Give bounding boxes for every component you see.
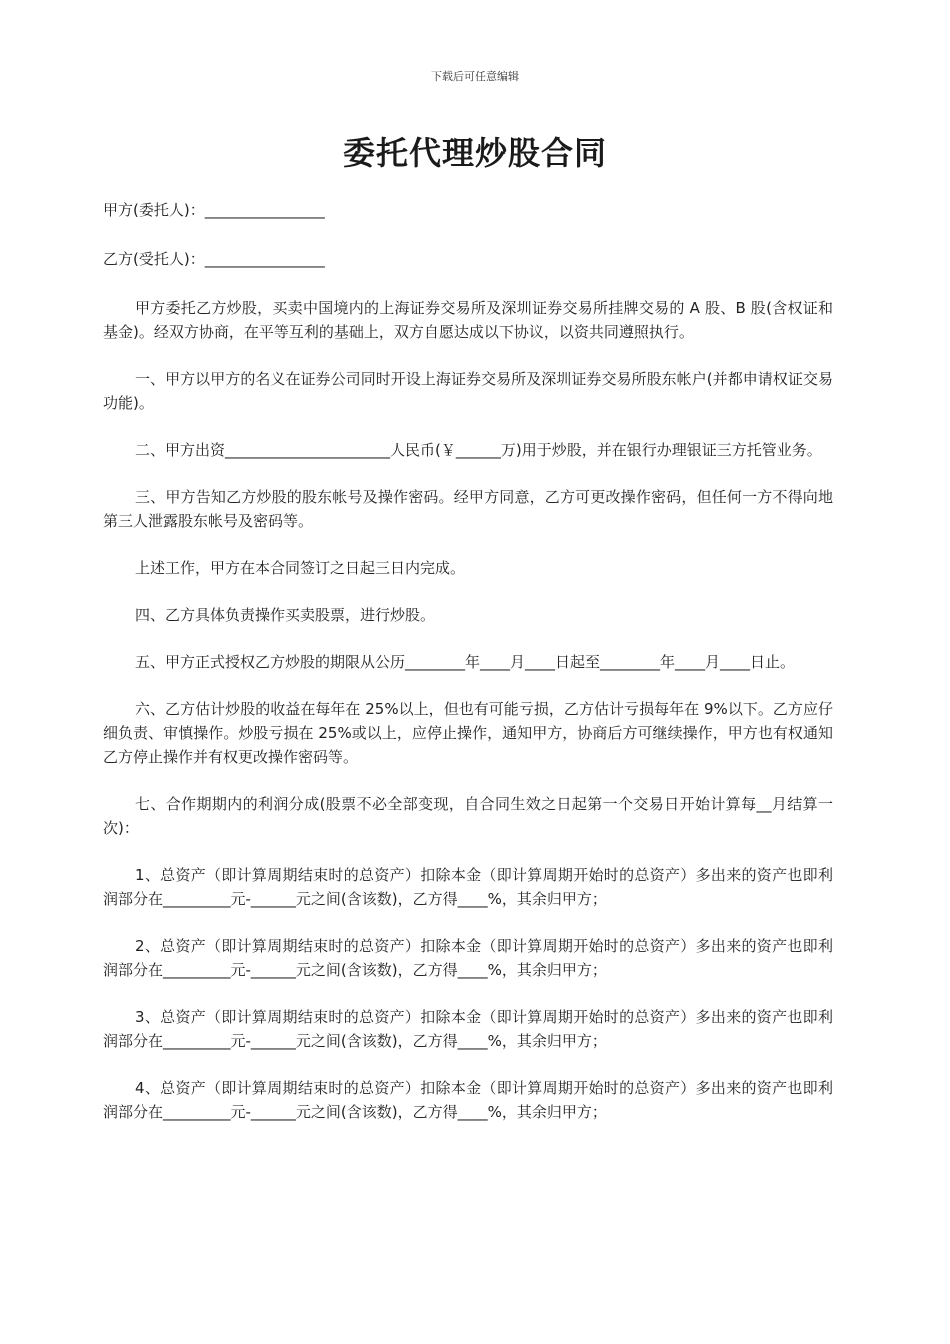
clause-6: 六、乙方估计炒股的收益在每年在 25%以上，但也有可能亏损，乙方估计亏损每年在 9%以下。乙方应仔细负责、审慎操作。炒股亏损在 25%或以上，应停止操作，通知甲方，协商后方可继续操作，甲方也有权通知乙方停止操作并有权更改操作密码等。 — [103, 700, 833, 766]
clause-2: 二、甲方出资______________________人民币(￥______万)用于炒股，并在银行办理银证三方托管业务。 — [135, 441, 822, 459]
clause-1: 一、甲方以甲方的名义在证券公司同时开设上海证券交易所及深圳证券交易所股东帐户(并都申请权证交易功能)。 — [103, 370, 833, 412]
clause-4: 四、乙方具体负责操作买卖股票，进行炒股。 — [135, 606, 436, 624]
party-b-line: 乙方(受托人)：________________ — [103, 250, 325, 268]
profit-tier-3: 3、总资产（即计算周期结束时的总资产）扣除本金（即计算周期开始时的总资产）多出来的资产也即利润部分在_________元-______元之间(含该数)，乙方得____%，其余归甲方； — [103, 1008, 833, 1050]
document-title: 委托代理炒股合同 — [342, 134, 607, 172]
header-note: 下载后可任意编辑 — [431, 70, 519, 83]
party-a-line: 甲方(委托人)：________________ — [103, 201, 325, 219]
clause-5: 五、甲方正式授权乙方炒股的期限从公历________年____月____日起至________年____月____日止。 — [135, 653, 796, 671]
clause-7: 七、合作期期内的利润分成(股票不必全部变现，自合同生效之日起第一个交易日开始计算每__月结算一次)： — [103, 795, 833, 837]
clause-3: 三、甲方告知乙方炒股的股东帐号及操作密码。经甲方同意，乙方可更改操作密码，但任何一方不得向地第三人泄露股东帐号及密码等。 — [103, 488, 833, 530]
profit-tier-2: 2、总资产（即计算周期结束时的总资产）扣除本金（即计算周期开始时的总资产）多出来的资产也即利润部分在_________元-______元之间(含该数)，乙方得____%，其余归甲方； — [103, 937, 833, 979]
intro-paragraph: 甲方委托乙方炒股，买卖中国境内的上海证券交易所及深圳证券交易所挂牌交易的 A 股、B 股(含权证和基金)。经双方协商，在平等互利的基础上，双方自愿达成以下协议，以资共同遵照执行。 — [103, 299, 833, 341]
profit-tier-4: 4、总资产（即计算周期结束时的总资产）扣除本金（即计算周期开始时的总资产）多出来的资产也即利润部分在_________元-______元之间(含该数)，乙方得____%，其余归甲方； — [103, 1079, 833, 1121]
clause-3-note: 上述工作，甲方在本合同签订之日起三日内完成。 — [135, 559, 466, 577]
document-body — [103, 198, 833, 1147]
profit-tier-1: 1、总资产（即计算周期结束时的总资产）扣除本金（即计算周期开始时的总资产）多出来的资产也即利润部分在_________元-______元之间(含该数)，乙方得____%，其余归甲方； — [103, 866, 833, 908]
